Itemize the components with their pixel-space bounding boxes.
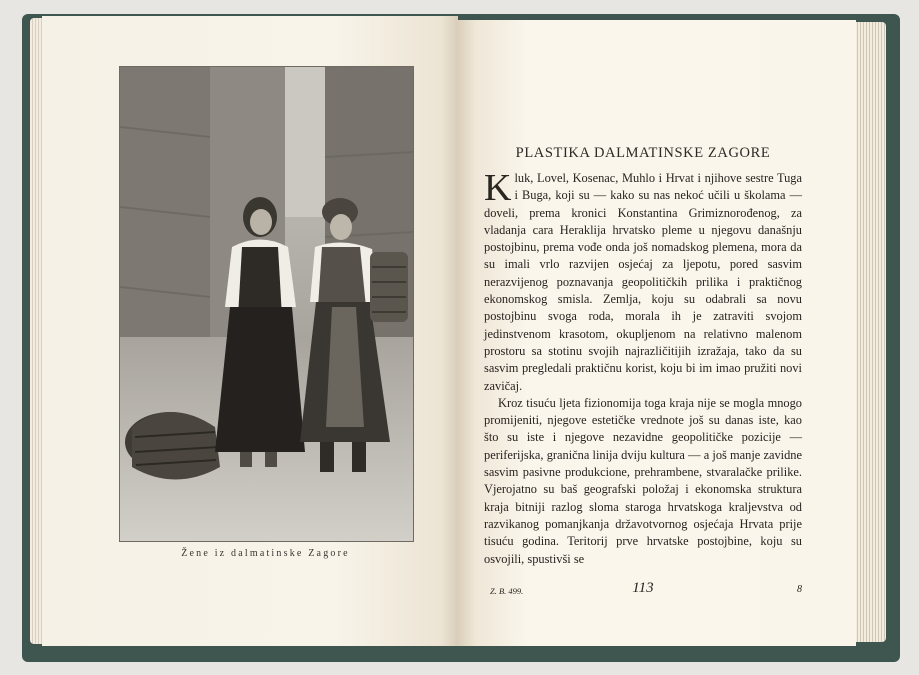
photograph-two-women [119, 66, 414, 542]
page-edges-right [852, 22, 886, 642]
sheet-number: 8 [797, 584, 802, 595]
page-footer [484, 580, 802, 600]
paragraph-1 [484, 167, 802, 395]
page-number: 113 [632, 580, 654, 596]
paragraph-2: Kroz tisuću ljeta fizionomija toga kraja nije se mogla mnogo promijeniti, njegove estetičke vrednote još su danas iste, kao što su iste i njegove nezavidne geopolitičke pozicije — periferijska, granična linija dviju kultura — a još manje zavidne sasvim pasivne produkcione, prehrambene, stvaralačke prilike. Vjerojatno su baš geografski položaj i ekonomska struktura kraja bitniji razlog sloma staroga hrvatskoga kraljevstva od razvikanog pomanjkanja državotvornog osjećaja Hrvata prije tisuću godina. Teritorij prve hrvatske postojbine, koju su osvojili, spustivši se [484, 395, 802, 566]
printer-signature: Z. B. 499. [490, 586, 524, 596]
drop-cap: K [484, 167, 512, 209]
chapter-title: PLASTIKA DALMATINSKE ZAGORE [515, 145, 771, 161]
paragraph-1-text: luk, Lovel, Kosenac, Muhlo i Hrvat i njihove sestre Tuga i Buga, koji su — kako su nas nekoć učili u školama — doveli, prema kronici Konstantina Grimiznorođenog, za vladanja cara Heraklija hrvatsko pleme u njegovu današnju postojbinu, prema vođe onda još nomadskog plemena, mora da su imali vrlo razvijen osjećaj za ljepotu, pored sasvim nerazvijenog poznavanja geopolitičkih prilika i praktičnog ekonomskog smisla. Zemlja, koju su odabrali sa novu postojbinu svoga roda, morala ih je zatraviti svojom jedinstvenom krasotom, okupljenom na relativno malenom prostoru sa stotinu svojih najrazličitijih izražaja, tako da su sasvim pregledali praktičnu korist, koju bi im imao pružiti novi zavičaj. [484, 171, 802, 393]
photo-illustration [120, 67, 413, 541]
photo-caption: Žene iz dalmatinske Zagore [181, 548, 350, 559]
right-page-text [484, 145, 802, 568]
